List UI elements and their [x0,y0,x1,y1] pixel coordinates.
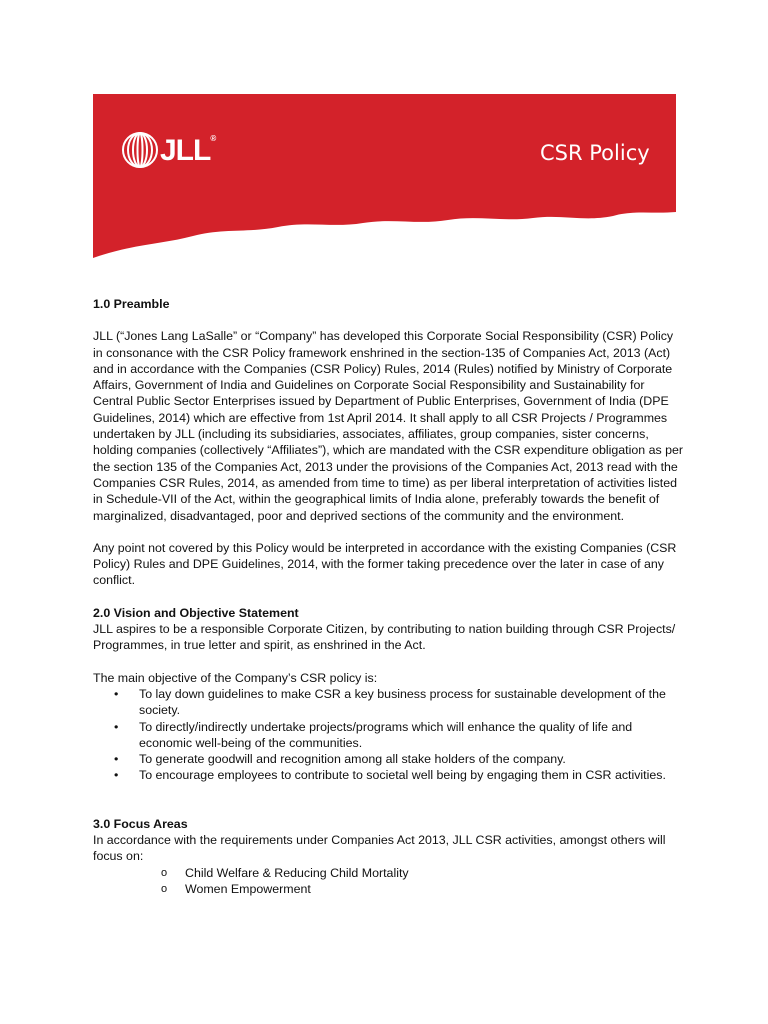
focus-intro: In accordance with the requirements under Companies Act 2013, JLL CSR activities, amongst others will focus on: [93,833,666,864]
list-item: • To encourage employees to contribute to societal well being by engaging them in CSR activities. [93,767,683,783]
logo-registered-mark: ® [210,134,216,143]
preamble-paragraph-2: Any point not covered by this Policy would be interpreted in accordance with the existing Companies (CSR Policy) Rules and DPE Guidelines, 2014, with the former taking precedence over the later in case of any conflict. [93,540,677,588]
objectives-list [93,686,683,784]
vision-paragraph-1: JLL aspires to be a responsible Corporate Citizen, by contributing to nation building through CSR Projects/ Programmes, in true letter and spirit, as enshrined in the Act. [93,622,676,653]
preamble-heading: 1.0 Preamble [93,297,170,311]
logo-text: JLL [160,134,211,167]
vision-heading: 2.0 Vision and Objective Statement [93,605,299,620]
list-item: • To generate goodwill and recognition among all stake holders of the company. [93,751,683,767]
jll-rings-icon [121,131,159,169]
list-item: o Child Welfare & Reducing Child Mortality [93,865,683,881]
logo-wordmark [160,134,215,168]
brush-stroke-background [93,94,676,258]
focus-heading: 3.0 Focus Areas [93,816,188,831]
jll-logo [121,131,159,174]
header-banner [93,94,676,258]
document-title: CSR Policy [540,141,650,165]
list-item: • To directly/indirectly undertake projects/programs which will enhance the quality of life and economic well-being of the communities. [93,719,683,752]
list-item: o Women Empowerment [93,881,683,897]
preamble-paragraph-1: JLL (“Jones Lang LaSalle” or “Company” has developed this Corporate Social Responsibility (CSR) Policy in consonance with the CSR Policy framework enshrined in the section-135 of Companies Act, 2013 (Act) and in accordance with the Companies (CSR Policy) Rules, 2014 (Rules) notified by Ministry of Corporate Affairs, Government of India and Guidelines on Corporate Social Responsibility and Sustainability for Central Public Sector Enterprises issued by Department of Public Enterprises, Government of India (DPE Guidelines, 2014) which are effective from 1st April 2014. It shall apply to all CSR Projects / Programmes undertaken by JLL (including its subsidiaries, associates, affiliates, group companies, sister concerns, holding companies (collectively “Affiliates”), which are mandated with the CSR expenditure obligation as per the section 135 of the Companies Act, 2013 under the provisions of the Companies Act, 2013 read with the Companies CSR Rules, 2014, as amended from time to time) as per liberal interpretation of activities listed in Schedule-VII of the Act, within the geographical limits of India alone, preferably towards the benefit of marginalized, disadvantaged, poor and deprived sections of the community and the environment. [93,329,684,523]
vision-paragraph-2: The main objective of the Company’s CSR policy is: [93,670,378,685]
list-item: • To lay down guidelines to make CSR a key business process for sustainable development of the society. [93,686,683,719]
focus-areas-list [93,865,683,898]
document-body [93,296,683,897]
